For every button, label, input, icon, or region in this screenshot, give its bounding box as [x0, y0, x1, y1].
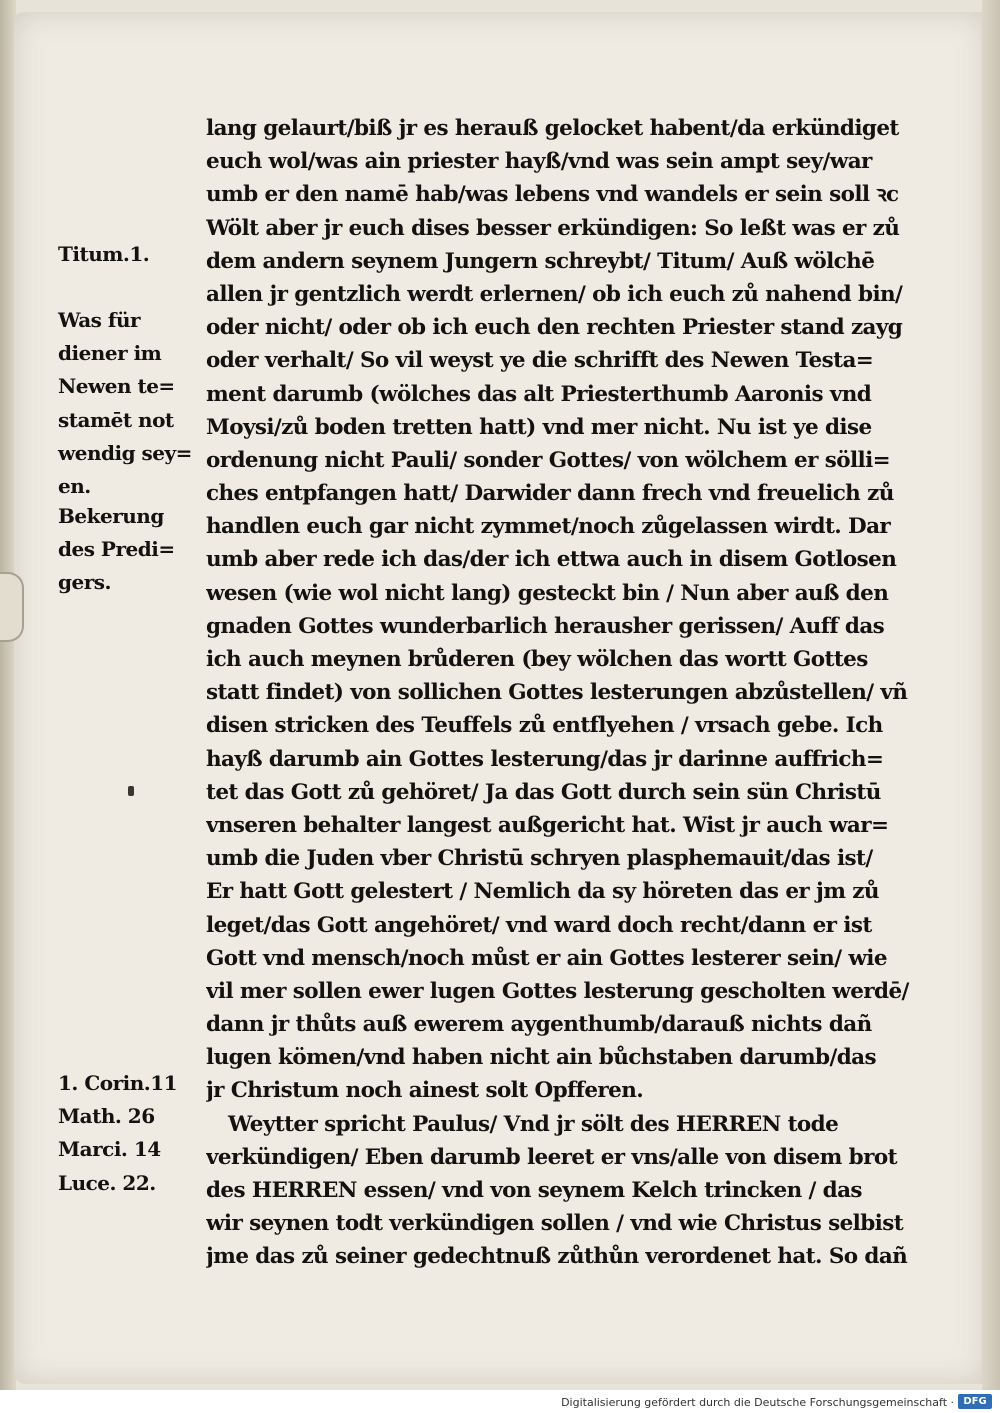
text-line: ment darumb (wölches das alt Priesterthumb Aaronis vnd [206, 381, 872, 407]
text-line: disen stricken des Teuffels zů entflyehen / vrsach gebe. Ich [206, 713, 883, 739]
text-line: wesen (wie wol nicht lang) gesteckt bin / Nun aber auß den [206, 580, 889, 606]
text-line: des HERREN essen/ vnd von seynem Kelch trincken / das [206, 1178, 862, 1203]
text-line: Gott vnd mensch/noch můst er ain Gottes lesterer sein/ wie [206, 945, 887, 971]
margin-note-bible-references [58, 1067, 198, 1200]
margin-note-line: diener im [58, 341, 162, 366]
text-line: handlen euch gar nicht zymmet/noch zůgelassen wirdt. Dar [206, 514, 891, 540]
footer-credit-text: Digitalisierung gefördert durch die Deutsche Forschungsgemeinschaft · [561, 1396, 954, 1409]
text-line: Er hatt Gott gelestert / Nemlich da sy höreten das er jm zů [206, 879, 879, 905]
text-line: statt findet) von sollichen Gottes lesterungen abzůstellen/ vñ [206, 680, 908, 706]
text-line: ich auch meynen brůderen (bey wölchen das wortt Gottes [206, 647, 868, 672]
margin-note-line: en. [58, 473, 91, 498]
margin-note-line: Bekerung [58, 504, 164, 528]
text-line: umb er den namē hab/was lebens vnd wandels er sein soll ꝛc [206, 182, 899, 208]
margin-note-line: gers. [58, 570, 111, 595]
page-edge-right [982, 0, 1000, 1390]
text-line: lang gelaurt/biß jr es herauß gelocket habent/da erkündiget [206, 116, 899, 141]
text-line: ches entpfangen hatt/ Darwider dann frech vnd freuelich zů [206, 481, 894, 507]
text-line: jr Christum noch ainest solt Opfferen. [206, 1078, 644, 1104]
text-line: umb aber rede ich das/der ich ettwa auch in disem Gotlosen [206, 547, 897, 573]
margin-note-titum [58, 238, 198, 271]
text-line: vnseren behalter langest außgericht hat. Wist jr auch war= [206, 812, 889, 838]
margin-note-line: Marci. 14 [58, 1137, 161, 1162]
text-line: hayß darumb ain Gottes lesterung/das jr darinne auffrich= [206, 746, 884, 772]
margin-note-line: Luce. 22. [58, 1170, 156, 1195]
text-line: ordenung nicht Pauli/ sonder Gottes/ von wölchem er sölli= [206, 447, 891, 473]
margin-note-diener [58, 304, 198, 503]
text-line: oder nicht/ oder ob ich euch den rechten Priester stand zayg [206, 315, 903, 341]
text-line: tet das Gott zů gehöret/ Ja das Gott durch sein sün Christū [206, 779, 881, 805]
dfg-logo-icon: DFG [958, 1394, 992, 1409]
text-line: vil mer sollen ewer lugen Gottes lesterung gescholten werdē/ [206, 978, 909, 1004]
text-line: dem andern seynem Jungern schreybt/ Titum/ Auß wölchē [206, 248, 875, 274]
margin-note-line: Was für [58, 308, 141, 332]
margin-note-line: 1. Corin.11 [58, 1071, 178, 1095]
text-line: umb die Juden vber Christū schryen plasphemauit/das ist/ [206, 846, 873, 872]
margin-note-line: Titum.1. [58, 242, 150, 266]
text-line-paragraph-start: Weytter spricht Paulus/ Vnd jr sölt des HERREN tode [228, 1111, 839, 1137]
text-line: allen jr gentzlich werdt erlernen/ ob ich euch zů nahend bin/ [206, 281, 903, 307]
text-line: oder verhalt/ So vil weyst ye die schrifft des Newen Testa= [206, 348, 874, 374]
margin-note-line: stamēt not [58, 407, 174, 432]
text-line: wir seynen todt verkündigen sollen / vnd wie Christus selbist [206, 1211, 904, 1237]
ink-speck [128, 786, 134, 796]
text-line: jme das zů seiner gedechtnuß zůthůn verordenet hat. So dañ [206, 1244, 908, 1270]
margin-note-line: Math. 26 [58, 1104, 155, 1129]
text-line: euch wol/was ain priester hayß/vnd was sein ampt sey/war [206, 149, 872, 175]
margin-note-line: wendig sey= [58, 440, 192, 465]
margin-note-bekerung [58, 500, 198, 600]
text-line: dann jr thůts auß ewerem aygenthumb/darauß nichts dañ [206, 1012, 872, 1038]
text-line: Wölt aber jr euch dises besser erkündigen: So leßt was er zů [206, 215, 900, 241]
margin-note-line: des Predi= [58, 537, 175, 562]
margin-note-line: Newen te= [58, 374, 175, 399]
text-line: leget/das Gott angehöret/ vnd ward doch recht/dann er ist [206, 912, 872, 938]
page-clip-notch [0, 572, 24, 642]
text-line: lugen kömen/vnd haben nicht ain bůchstaben darumb/das [206, 1045, 876, 1071]
text-line: Moysi/zů boden tretten hatt) vnd mer nicht. Nu ist ye dise [206, 414, 872, 440]
main-text-block [206, 112, 918, 1274]
text-line: verkündigen/ Eben darumb leeret er vns/alle von disem brot [206, 1144, 897, 1170]
text-line: gnaden Gottes wunderbarlich herausher gerissen/ Auff das [206, 613, 885, 639]
